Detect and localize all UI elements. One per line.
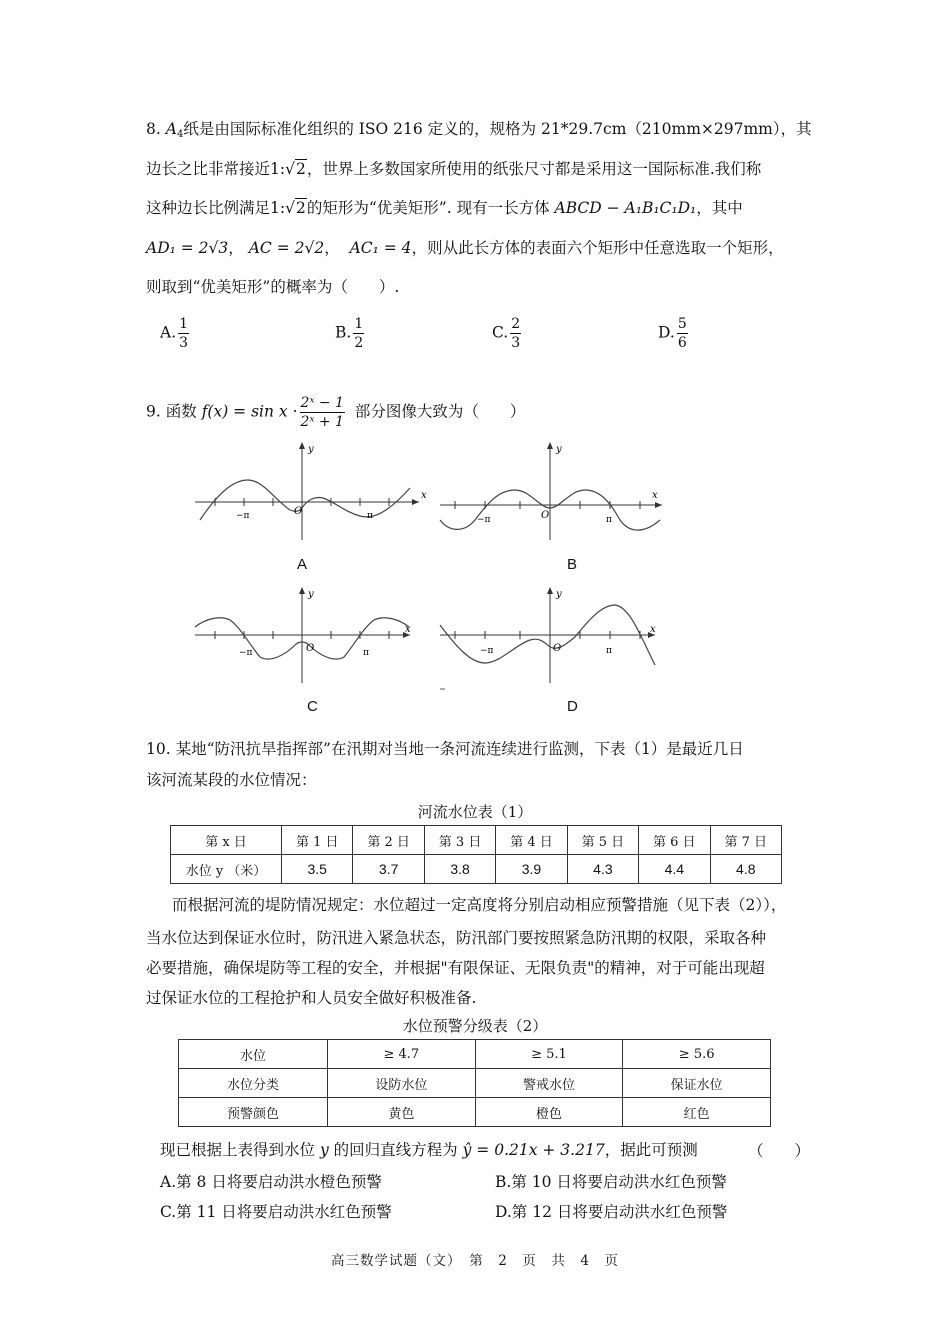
cuboid-name: ABCD − A₁B₁C₁D₁ <box>554 199 697 217</box>
q8-line-3: 这种边长比例满足1:√2的矩形为“优美矩形”. 现有一长方体 ABCD − A₁B₁C₁D₁，其中 <box>146 199 743 217</box>
svg-text:x: x <box>405 624 411 635</box>
q10-para-2: 当水位达到保证水位时，防汛进入紧急状态，防汛部门要按照紧急防汛期的权限，采取各种 <box>146 929 767 947</box>
warning-level-table <box>178 1039 771 1127</box>
q8-line-4: AD₁ = 2√3， AC = 2√2， AC₁ = 4，则从此长方体的表面六个矩形中任意选取一个矩形， <box>146 239 784 257</box>
table-row: 水位 y （米） 3.5 3.7 3.8 3.9 4.3 4.4 4.8 <box>171 855 782 884</box>
svg-text:−π: −π <box>477 515 491 525</box>
paper-name: A <box>165 120 177 138</box>
svg-text:x: x <box>652 490 658 501</box>
graph-b-label[interactable]: B <box>567 556 578 573</box>
svg-text:x: x <box>421 490 427 501</box>
q10-option-a[interactable]: A.第 8 日将要启动洪水橙色预警 <box>160 1173 382 1191</box>
graph-c-label[interactable]: C <box>307 698 318 715</box>
table2-caption: 水位预警分级表（2） <box>402 1017 548 1035</box>
table-row: 水位分类 设防水位 警戒水位 保证水位 <box>179 1069 771 1098</box>
q8-option-b[interactable]: B. $\frac{1}{2}$ <box>335 316 364 351</box>
svg-text:O: O <box>294 506 303 517</box>
q10-option-c[interactable]: C.第 11 日将要启动洪水红色预警 <box>160 1203 392 1221</box>
svg-text:y: y <box>556 589 562 600</box>
svg-text:O: O <box>553 643 562 654</box>
graph-d <box>440 585 665 695</box>
q9-fraction: $\frac{\text{2ˣ − 1}}{\text{2ˣ + 1}}$ <box>300 395 344 430</box>
q10-para-1: 而根据河流的堤防情况规定：水位超过一定高度将分别启动相应预警措施（见下表（2））， <box>172 896 787 914</box>
q9-number: 9. <box>146 402 161 421</box>
q8-line-2: 边长之比非常接近1:√2，世界上多数国家所使用的纸张尺寸都是采用这一国际标准.我们称 <box>146 160 762 178</box>
q10-number: 10. <box>146 740 171 758</box>
table-row: 第 x 日 第 1 日 第 2 日 第 3 日 第 4 日 第 5 日 第 6 日 第 7 日 <box>171 826 782 855</box>
svg-text:x: x <box>650 624 656 635</box>
paper-subscript: 4 <box>176 129 184 140</box>
svg-text:O: O <box>541 510 550 521</box>
q10-para-3: 必要措施，确保堤防等工程的安全，并根据"有限保证、无限负责"的精神，对于可能出现超 <box>146 959 765 977</box>
table-row: 预警颜色 黄色 橙色 红色 <box>179 1098 771 1127</box>
q10-option-b[interactable]: B.第 10 日将要启动洪水红色预警 <box>495 1173 727 1191</box>
graph-b <box>440 440 665 540</box>
q8-option-a[interactable]: A. $\frac{1}{3}$ <box>160 316 189 351</box>
svg-text:π: π <box>367 511 373 521</box>
svg-text:−π: −π <box>236 511 250 521</box>
q10-para-4: 过保证水位的工程抢护和人员安全做好积极准备. <box>146 989 477 1007</box>
q8-option-c[interactable]: C. $\frac{2}{3}$ <box>492 316 521 351</box>
q10-option-d[interactable]: D.第 12 日将要启动洪水红色预警 <box>495 1203 728 1221</box>
q8-option-d[interactable]: D. $\frac{5}{6}$ <box>658 316 687 351</box>
graph-a <box>195 440 425 540</box>
water-level-table <box>170 825 782 884</box>
svg-text:y: y <box>556 444 562 455</box>
svg-text:y: y <box>308 444 314 455</box>
page-footer: 高三数学试题（文） 第 2 页 共 4 页 <box>331 1253 619 1269</box>
graph-d-label[interactable]: D <box>567 698 578 715</box>
q8-number: 8. <box>146 120 161 138</box>
graph-a-label[interactable]: A <box>297 556 308 573</box>
q10-line-2: 该河流某段的水位情况： <box>146 771 317 789</box>
svg-text:O: O <box>306 643 315 654</box>
q8-line-1: 8. $A_4$纸是由国际标准化组织的 ISO 216 定义的，规格为 21*29.7cm（210mm×297mm），其 <box>146 120 812 140</box>
q8-line-5: 则取到“优美矩形”的概率为（ ）. <box>146 278 400 296</box>
svg-text:y: y <box>308 589 314 600</box>
table1-caption: 河流水位表（1） <box>417 803 533 821</box>
q9-stem: 9. 函数 f(x) = sin x · $\frac{\text{2ˣ − 1}}{\text{2ˣ + 1}}$ 部分图像大致为（ ） <box>146 395 526 430</box>
svg-text:π: π <box>606 515 612 525</box>
svg-text:−π: −π <box>239 648 253 658</box>
q10-line-1: 10. 某地“防汛抗旱指挥部”在汛期对当地一条河流连续进行监测，下表（1）是最近几日 <box>146 740 744 758</box>
graph-c <box>195 585 420 685</box>
answer-paren: （ ） <box>748 1142 811 1160</box>
svg-text:−π: −π <box>480 646 494 656</box>
svg-text:π: π <box>363 648 369 658</box>
q10-predict: 现已根据上表得到水位 y 的回归直线方程为 ŷ = 0.21x + 3.217，据此可预测 <box>160 1141 698 1159</box>
svg-text:π: π <box>606 646 612 656</box>
table-row: 水位 ≥ 4.7 ≥ 5.1 ≥ 5.6 <box>179 1040 771 1069</box>
